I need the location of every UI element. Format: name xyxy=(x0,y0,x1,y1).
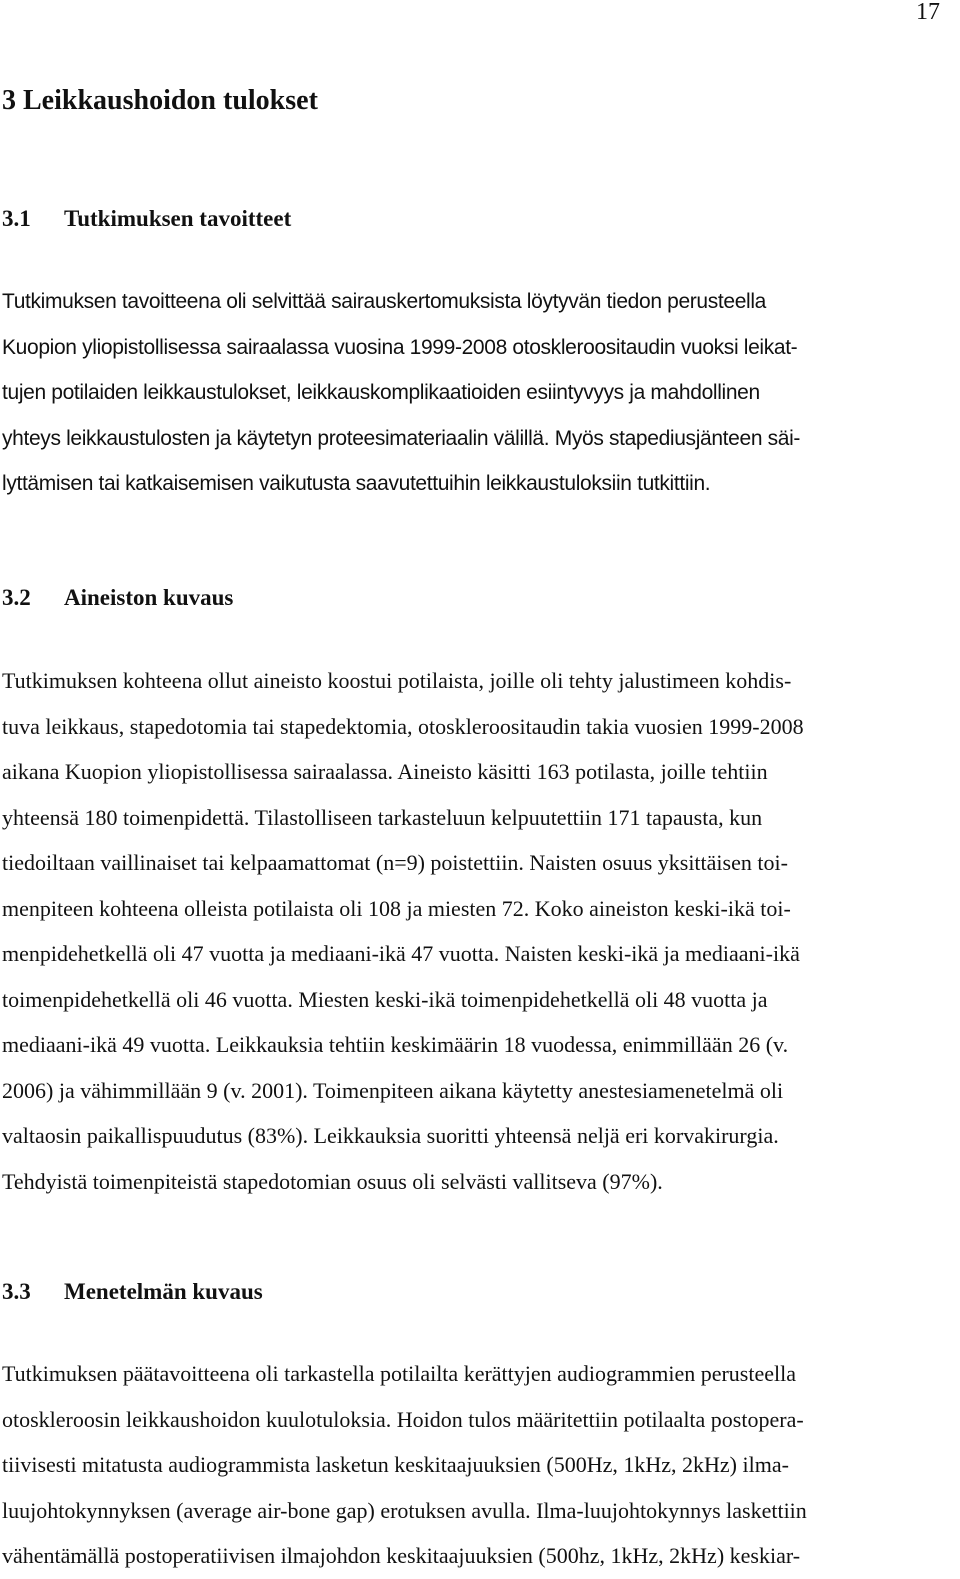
paragraph-line: menpidehetkellä oli 47 vuotta ja mediaani-ikä 47 vuotta. Naisten keski-ikä ja mediaani-ikä xyxy=(2,941,800,966)
section-3-1-paragraph xyxy=(2,279,960,507)
paragraph-line: yhteensä 180 toimenpidettä. Tilastolliseen tarkasteluun kelpuutettiin 171 tapausta, kun xyxy=(2,804,763,830)
paragraph-line: vähentämällä postoperatiivisen ilmajohdon keskitaajuuksien (500hz, 1kHz, 2kHz) keskiar- xyxy=(2,1543,801,1568)
paragraph-line: 2006) ja vähimmillään 9 (v. 2001). Toimenpiteen aikana käytetty anestesiamenetelmä oli xyxy=(2,1077,784,1103)
section-heading-3-1 xyxy=(2,205,291,233)
paragraph-line: tiedoiltaan vaillinaiset tai kelpaamattomat (n=9) poistettiin. Naisten osuus yksittäisen toi- xyxy=(2,850,788,875)
paragraph-line: Tutkimuksen tavoitteena oli selvittää sairauskertomuksista löytyvän tiedon perusteella xyxy=(2,290,767,313)
section-3-3-paragraph xyxy=(2,1351,960,1579)
paragraph-line: menpiteen kohteena olleista potilaista oli 108 ja miesten 72. Koko aineiston keski-ikä toi- xyxy=(2,895,791,921)
paragraph-line: Tutkimuksen päätavoitteena oli tarkastella potilailta kerättyjen audiogrammien perusteella xyxy=(2,1361,796,1386)
section-heading-3-2 xyxy=(2,584,233,612)
paragraph-line: aikana Kuopion yliopistollisessa sairaalassa. Aineisto käsitti 163 potilasta, joille tehtiin xyxy=(2,759,768,784)
paragraph-line: Tutkimuksen kohteena ollut aineisto koostui potilaista, joille oli tehty jalustimeen kohdis- xyxy=(2,668,792,693)
section-3-2-paragraph xyxy=(2,658,960,1204)
paragraph-line: Kuopion yliopistollisessa sairaalassa vuosina 1999-2008 otoskleroositaudin vuoksi leikat- xyxy=(2,335,798,359)
paragraph-line: yhteys leikkaustulosten ja käytetyn proteesimateriaalin välillä. Myös stapediusjänteen säi- xyxy=(2,426,801,450)
page-number: 17 xyxy=(916,0,940,25)
section-number: 3.1 xyxy=(2,206,31,231)
chapter-title: 3 Leikkaushoidon tulokset xyxy=(2,85,318,116)
section-number: 3.3 xyxy=(2,1279,31,1304)
paragraph-line: luujohtokynnyksen (average air-bone gap) erotuksen avulla. Ilma-luujohtokynnys laskettiin xyxy=(2,1497,807,1523)
section-title-text: Menetelmän kuvaus xyxy=(64,1279,263,1304)
paragraph-line: tuva leikkaus, stapedotomia tai stapedektomia, otoskleroositaudin takia vuosien 1999-2008 xyxy=(2,713,804,739)
paragraph-line: tujen potilaiden leikkaustulokset, leikkauskomplikaatioiden esiintyvyys ja mahdollinen xyxy=(2,381,760,404)
paragraph-line: tiivisesti mitatusta audiogrammista lasketun keskitaajuuksien (500Hz, 1kHz, 2kHz) ilma- xyxy=(2,1452,789,1477)
section-title-text: Tutkimuksen tavoitteet xyxy=(64,206,292,231)
paragraph-line: otoskleroosin leikkaushoidon kuulotuloksia. Hoidon tulos määritettiin potilaalta postopera- xyxy=(2,1406,804,1432)
section-number: 3.2 xyxy=(2,585,31,610)
paragraph-line: valtaosin paikallispuudutus (83%). Leikkauksia suoritti yhteensä neljä eri korvakirurgia. xyxy=(2,1123,779,1148)
section-heading-3-3 xyxy=(2,1278,263,1306)
paragraph-line: lyttämisen tai katkaisemisen vaikutusta saavutettuihin leikkaustuloksiin tutkittiin. xyxy=(2,472,711,495)
paragraph-line: mediaani-ikä 49 vuotta. Leikkauksia tehtiin keskimäärin 18 vuodessa, enimmillään 26 (v. xyxy=(2,1032,789,1057)
paragraph-line: toimenpidehetkellä oli 46 vuotta. Miesten keski-ikä toimenpidehetkellä oli 48 vuotta ja xyxy=(2,986,768,1012)
section-title-text: Aineiston kuvaus xyxy=(64,585,234,610)
paragraph-line: Tehdyistä toimenpiteistä stapedotomian osuus oli selvästi vallitseva (97%). xyxy=(2,1168,663,1194)
